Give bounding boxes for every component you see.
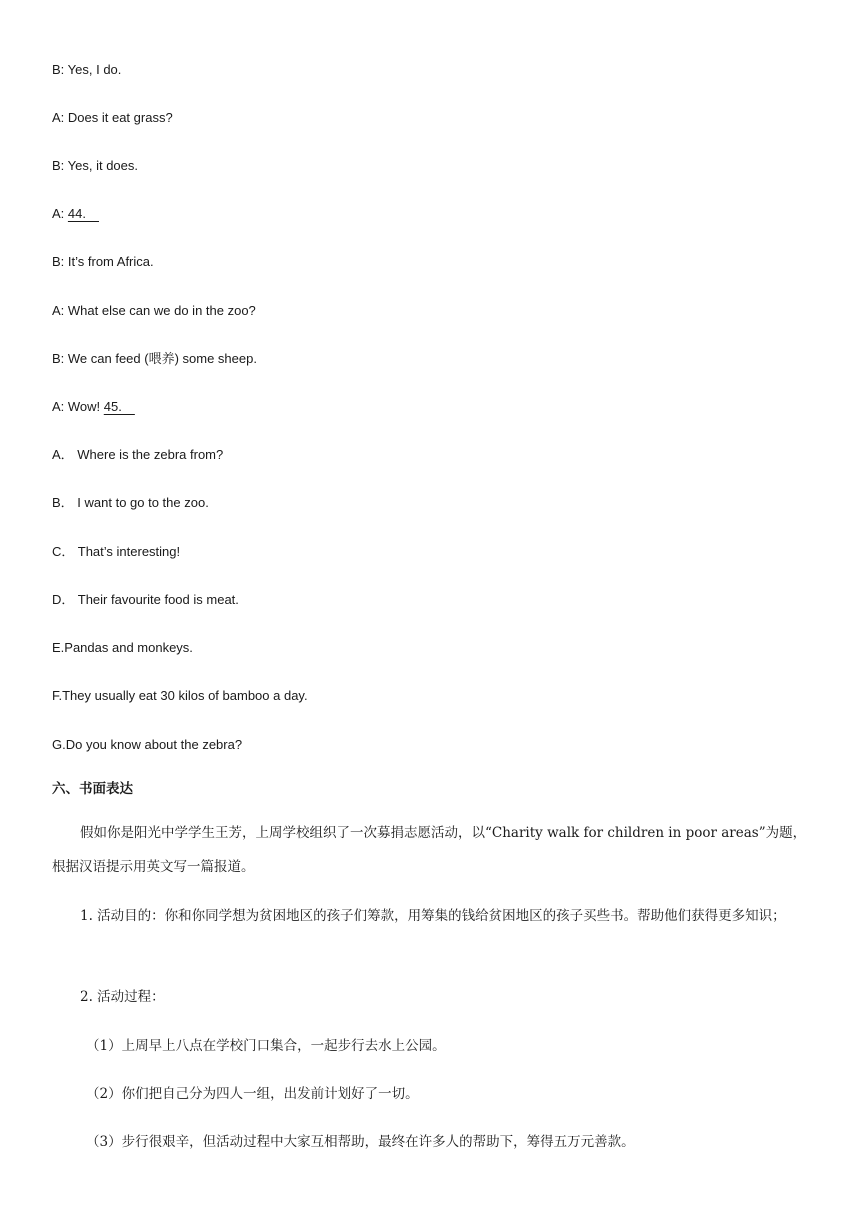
- option-item: E.Pandas and monkeys.: [52, 640, 193, 655]
- dialogue-text: A: Wow!: [52, 399, 104, 414]
- process-step: （1）上周早上八点在学校门口集合，一起步行去水上公园。: [86, 1038, 446, 1054]
- dialogue-line: [52, 205, 99, 223]
- dialogue-line: [52, 157, 138, 175]
- writing-point-2: 2. 活动过程：: [80, 989, 165, 1005]
- option-item: F.They usually eat 30 kilos of bamboo a day.: [52, 688, 308, 703]
- dialogue-text: A: Does it eat grass?: [52, 110, 173, 125]
- dialogue-text: B: Yes, it does.: [52, 158, 139, 173]
- option-item: D． Their favourite food is meat.: [52, 592, 239, 607]
- dialogue-text: B: Yes, I do.: [52, 62, 122, 77]
- writing-point-1: 1. 活动目的：你和你同学想为贫困地区的孩子们筹款，用筹集的钱给贫困地区的孩子买些书。帮助他们获得更多知识；: [80, 908, 786, 924]
- answer-blank-44: 44.: [67, 206, 99, 221]
- dialogue-text: A: What else can we do in the zoo?: [52, 303, 256, 318]
- option-item: B． I want to go to the zoo.: [52, 495, 209, 510]
- option-item: A． Where is the zebra from?: [52, 447, 224, 462]
- option-item: C． That’s interesting!: [52, 544, 181, 559]
- dialogue-text: A:: [52, 206, 68, 221]
- answer-blank-45: 45.: [103, 399, 135, 414]
- dialogue-line: [52, 253, 154, 271]
- dialogue-line: [52, 109, 173, 127]
- section-heading: 六、书面表达: [52, 781, 133, 797]
- process-step: （3）步行很艰辛，但活动过程中大家互相帮助，最终在许多人的帮助下，筹得五万元善款。: [86, 1134, 635, 1150]
- option-item: G.Do you know about the zebra?: [52, 737, 243, 752]
- dialogue-text: B: It’s from Africa.: [52, 254, 154, 269]
- dialogue-text: B: We can feed (喂养) some sheep.: [52, 351, 257, 366]
- dialogue-line: [52, 398, 135, 416]
- writing-prompt-intro: 假如你是阳光中学学生王芳，上周学校组织了一次募捐志愿活动，以“Charity walk for children in poor areas”为题，根据汉语提示用英文写一篇报道。: [52, 825, 807, 875]
- dialogue-line: [52, 61, 121, 79]
- process-step: （2）你们把自己分为四人一组，出发前计划好了一切。: [86, 1086, 419, 1102]
- dialogue-line: [52, 302, 256, 320]
- dialogue-line: [52, 350, 257, 368]
